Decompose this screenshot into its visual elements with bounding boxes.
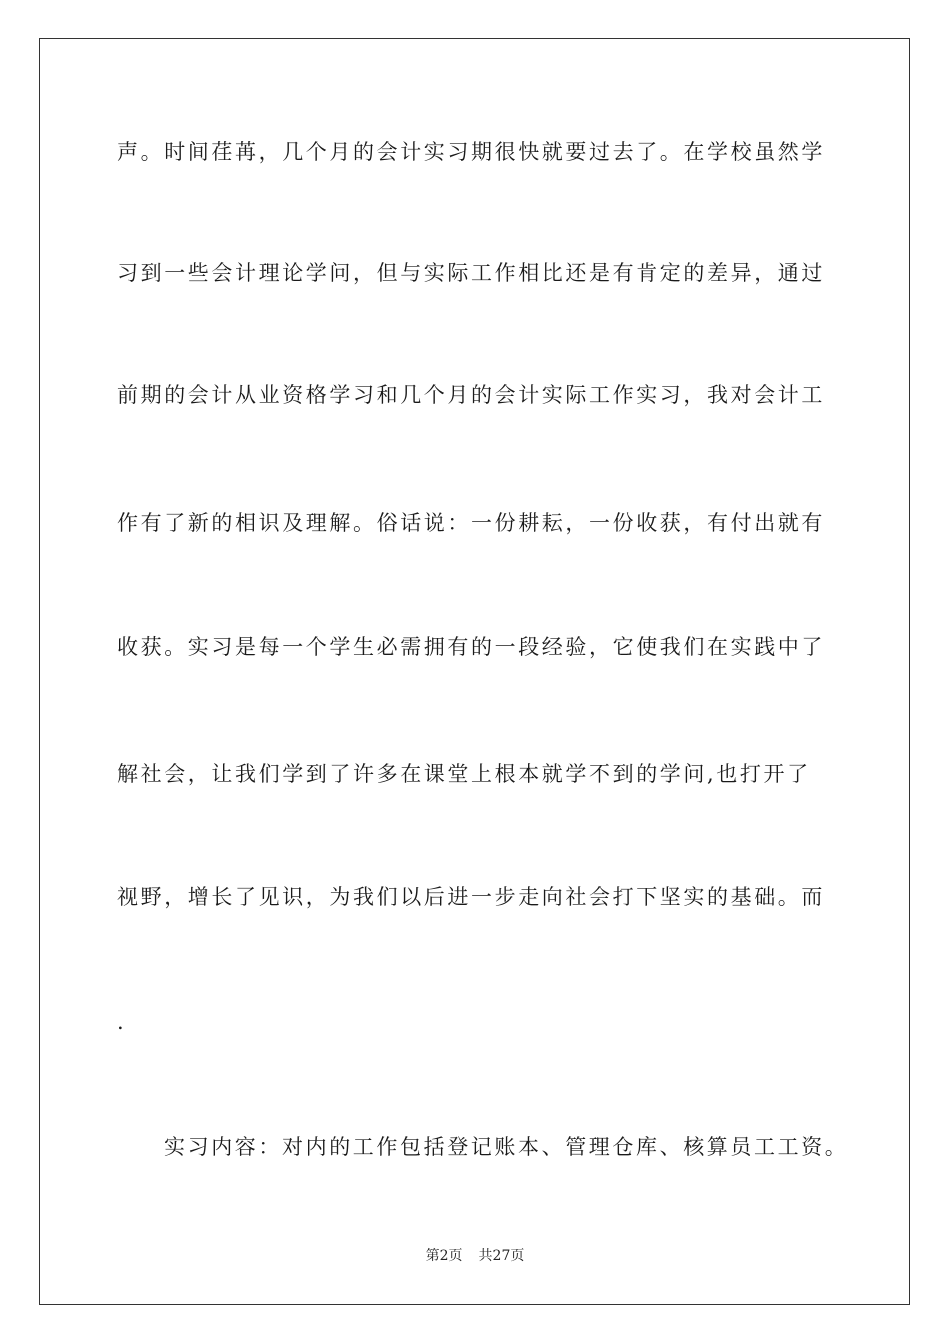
page-border xyxy=(39,38,910,1305)
body-text-line-5: 收获。实习是每一个学生必需拥有的一段经验，它使我们在实践中了 xyxy=(117,635,825,659)
body-text-line-3: 前期的会计从业资格学习和几个月的会计实际工作实习，我对会计工 xyxy=(117,383,825,407)
page-total: 共27页 xyxy=(478,1248,525,1264)
page-number: 第2页 xyxy=(425,1248,463,1264)
internship-content-paragraph: 实习内容：对内的工作包括登记账本、管理仓库、核算员工工资。 xyxy=(164,1135,849,1159)
body-text-line-2: 习到一些会计理论学问，但与实际工作相比还是有肯定的差异，通过 xyxy=(117,261,825,285)
body-text-line-7: 视野，增长了见识，为我们以后进一步走向社会打下坚实的基础。而 xyxy=(117,885,825,909)
body-text-line-1: 声。时间荏苒，几个月的会计实习期很快就要过去了。在学校虽然学 xyxy=(117,140,825,164)
body-text-line-4: 作有了新的相识及理解。俗话说：一份耕耘，一份收获，有付出就有 xyxy=(117,511,825,535)
body-text-line-8: . xyxy=(117,1010,127,1034)
page-footer xyxy=(0,1247,950,1265)
body-text-line-6: 解社会，让我们学到了许多在课堂上根本就学不到的学问,也打开了 xyxy=(117,762,811,786)
